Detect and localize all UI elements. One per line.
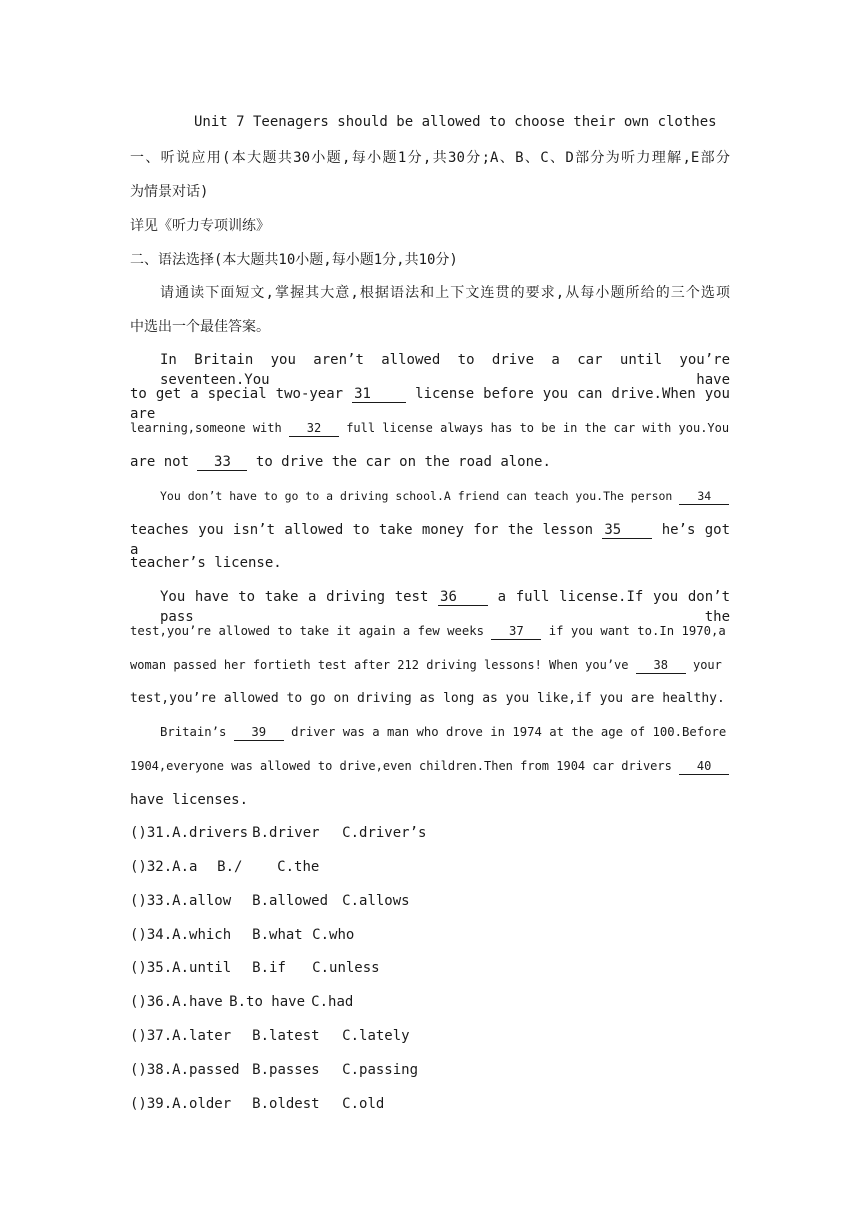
option-a[interactable]: A.passed [172,1062,240,1078]
passage-line [130,655,730,675]
passage-text: Britain’s [160,725,227,739]
passage-text: woman passed her fortieth test after 212 driving lessons! When you’ve [130,658,629,672]
option-c[interactable]: C.old [342,1096,385,1112]
option-c[interactable]: C.had [311,994,354,1010]
passage-line: teacher’s license. [130,555,282,571]
passage-line [130,418,730,438]
question-number: 35. [146,960,173,976]
blank-38[interactable]: 38 [636,657,686,674]
option-a[interactable]: A.older [172,1096,232,1112]
blank-32[interactable]: 32 [289,420,339,437]
blank-39[interactable]: 39 [234,724,284,741]
passage-text: full license always has to be in the car with you.You [346,421,730,435]
blank-35[interactable]: 35 [602,522,652,539]
passage-text: he’s got a [130,522,730,558]
passage-line [160,722,730,742]
passage-text: if you want to.In 1970,a [548,624,726,638]
question-number: 38. [146,1062,173,1078]
question-36 [130,992,730,1012]
question-31 [130,823,730,843]
answer-paren[interactable]: () [130,994,147,1010]
option-c[interactable]: C.unless [312,960,380,976]
question-32 [130,857,730,877]
blank-31[interactable]: 31 [352,386,406,403]
section2-instruction-cont: 中选出一个最佳答案。 [130,319,270,335]
question-37 [130,1026,730,1046]
option-b[interactable]: B.to have [229,994,306,1010]
passage-text: learning,someone with [130,421,282,435]
option-a[interactable]: A.a [172,859,198,875]
blank-33[interactable]: 33 [197,454,247,471]
option-c[interactable]: C.lately [342,1028,410,1044]
option-b[interactable]: B.latest [252,1028,320,1044]
blank-34[interactable]: 34 [679,488,729,505]
question-number: 36. [146,994,173,1010]
question-number: 34. [146,927,173,943]
passage-line: have licenses. [130,792,249,808]
option-a[interactable]: A.which [172,927,232,943]
answer-paren[interactable]: () [130,1028,147,1044]
passage-line [130,756,730,776]
option-a[interactable]: A.drivers [172,825,249,841]
blank-36[interactable]: 36 [438,589,488,606]
option-b[interactable]: B.driver [252,825,320,841]
passage-line [160,486,730,506]
question-39 [130,1094,730,1114]
question-number: 32. [146,859,173,875]
answer-paren[interactable]: () [130,825,147,841]
passage-text: to get a special two-year [130,386,344,402]
blank-40[interactable]: 40 [679,758,729,775]
passage-line [130,384,730,422]
passage-text: are not [130,454,190,470]
option-c[interactable]: C.the [277,859,320,875]
question-number: 39. [146,1096,173,1112]
answer-paren[interactable]: () [130,960,147,976]
option-b[interactable]: B.oldest [252,1096,320,1112]
option-b[interactable]: B.what [252,927,303,943]
option-a[interactable]: A.have [172,994,223,1010]
passage-text: 1904,everyone was allowed to drive,even children.Then from 1904 car drivers [130,759,672,773]
section2-heading: 二、语法选择(本大题共10小题,每小题1分,共10分) [130,252,458,268]
passage-text: license before you can drive.When you are [130,386,730,422]
option-c[interactable]: C.driver’s [342,825,427,841]
option-a[interactable]: A.until [172,960,232,976]
question-33 [130,891,730,911]
option-b[interactable]: B.passes [252,1062,320,1078]
question-number: 37. [146,1028,173,1044]
passage-text: You have to take a driving test [160,589,429,605]
section1-heading: 一、听说应用(本大题共30小题,每小题1分,共30分;A、B、C、D部分为听力理解,E部分 [130,150,730,166]
blank-37[interactable]: 37 [491,623,541,640]
passage-text: test,you’re allowed to take it again a few weeks [130,624,485,638]
section2-instruction: 请通读下面短文,掌握其大意,根据语法和上下文连贯的要求,从每小题所给的三个选项 [160,285,730,301]
question-34 [130,925,730,945]
question-number: 31. [146,825,173,841]
page-title: Unit 7 Teenagers should be allowed to choose their own clothes [194,114,717,130]
answer-paren[interactable]: () [130,893,147,909]
option-b[interactable]: B./ [217,859,243,875]
passage-line [160,587,730,625]
answer-paren[interactable]: () [130,1096,147,1112]
passage-text: You don’t have to go to a driving school.A friend can teach you.The person [160,489,673,503]
passage-text: to drive the car on the road alone. [255,454,551,470]
answer-paren[interactable]: () [130,859,147,875]
passage-text: a full license.If you don’t pass the [160,589,730,625]
passage-text: teaches you isn’t allowed to take money for the lesson [130,522,594,538]
question-number: 33. [146,893,173,909]
question-35 [130,958,730,978]
option-a[interactable]: A.allow [172,893,232,909]
passage-line: In Britain you aren’t allowed to drive a car until you’re seventeen.You have [160,352,730,388]
option-b[interactable]: B.if [252,960,286,976]
option-a[interactable]: A.later [172,1028,232,1044]
passage-line [130,621,730,641]
section1-heading-cont: 为情景对话) [130,184,209,200]
passage-line [130,520,730,558]
passage-line [130,452,730,472]
answer-paren[interactable]: () [130,1062,147,1078]
passage-text: your [692,658,722,672]
passage-line: test,you’re allowed to go on driving as long as you like,if you are healthy. [130,691,725,706]
option-b[interactable]: B.allowed [252,893,329,909]
question-38 [130,1060,730,1080]
option-c[interactable]: C.passing [342,1062,419,1078]
option-c[interactable]: C.allows [342,893,410,909]
option-c[interactable]: C.who [312,927,355,943]
passage-text: driver was a man who drove in 1974 at the age of 100.Before [291,725,727,739]
answer-paren[interactable]: () [130,927,147,943]
section1-note: 详见《听力专项训练》 [130,218,270,234]
